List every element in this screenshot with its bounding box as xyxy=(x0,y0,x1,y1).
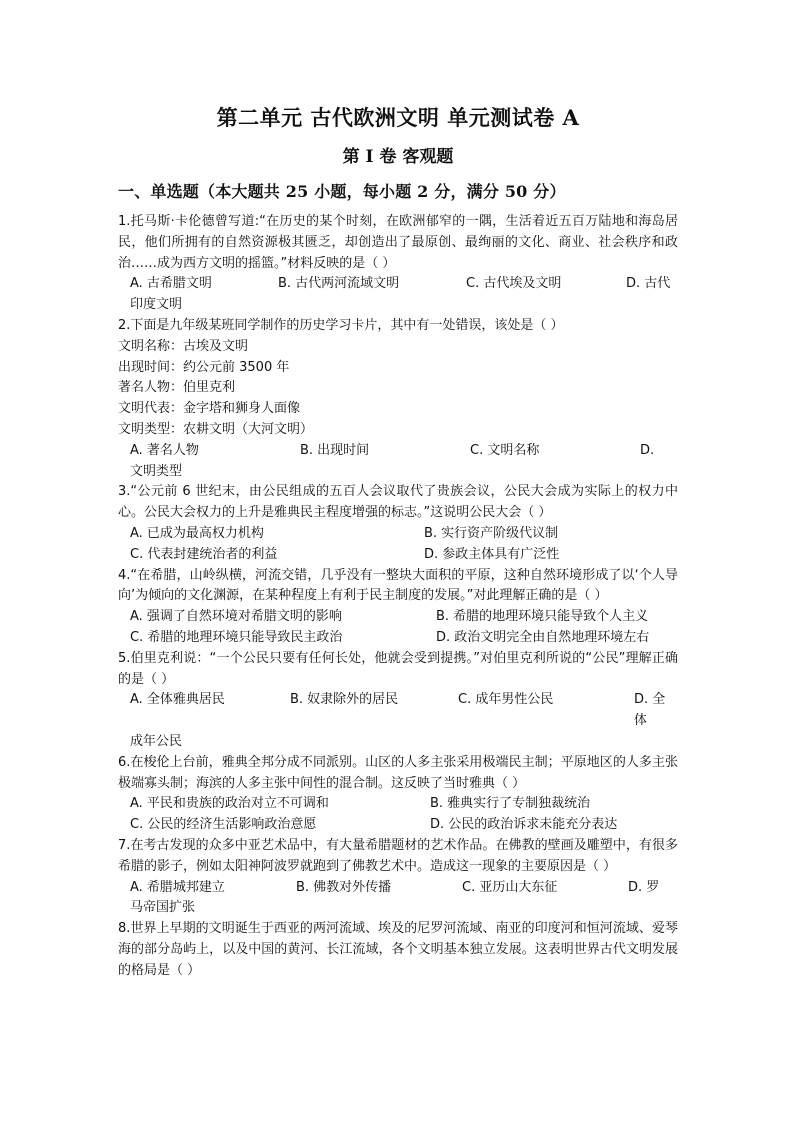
question-stem: 5.伯里克利说：“一个公民只要有任何长处，他就会受到提携。”对伯里克利所说的“公民”理解正确的是（ ） xyxy=(118,650,678,687)
option-c: C. 亚历山大东征 xyxy=(462,879,558,895)
question-3 xyxy=(118,482,678,565)
option-b: B. 奴隶除外的居民 xyxy=(290,692,399,708)
option-c: C. 希腊的地理环境只能导致民主政治 xyxy=(130,629,343,645)
option-d-continued: 马帝国扩张 xyxy=(130,900,196,916)
card-line: 文明类型：农耕文明（大河文明） xyxy=(118,421,314,437)
option-d: D. xyxy=(640,442,655,458)
options-row-2 xyxy=(118,545,678,566)
question-stem: 6.在梭伦上台前，雅典全邦分成不同派别。山区的人多主张采用极端民主制；平原地区的人多主张极端寡头制；海滨的人多主张中间性的混合制。这反映了当时雅典（ ） xyxy=(118,754,678,791)
section-heading: 一、单选题（本大题共 25 小题，每小题 2 分，满分 50 分） xyxy=(118,182,566,201)
question-stem: 7.在考古发现的众多中亚艺术品中，有大量希腊题材的艺术作品。在佛教的壁画及雕塑中，有很多希腊的影子，例如太阳神阿波罗就跑到了佛教艺术中。造成这一现象的主要原因是（ ） xyxy=(118,837,678,874)
question-stem: 1.托马斯·卡伦德曾写道:“在历史的某个时刻，在欧洲郁窄的一隅，生活着近五百万陆地和海岛居民，他们所拥有的自然资源极其匮乏，却创造出了最原创、最绚丽的文化、商业、社会秩序和政治……成为西方文明的摇篮。”材料反映的是（ ） xyxy=(118,214,678,271)
card-line: 文明名称：古埃及文明 xyxy=(118,338,249,354)
option-a: A. 古希腊文明 xyxy=(130,276,212,292)
options-row-2 xyxy=(118,628,678,649)
exam-title: 第二单元 古代欧洲文明 单元测试卷 A xyxy=(216,105,580,130)
options xyxy=(118,274,678,295)
option-a: A. 希腊城邦建立 xyxy=(130,879,225,895)
option-c: C. 文明名称 xyxy=(470,442,540,458)
option-b: B. 希腊的地理环境只能导致个人主义 xyxy=(436,609,649,625)
option-a: A. 著名人物 xyxy=(130,442,199,458)
question-2 xyxy=(118,316,678,482)
option-c: C. 代表封建统治者的利益 xyxy=(130,546,278,562)
option-d: D. 参政主体具有广泛性 xyxy=(424,546,560,562)
question-6 xyxy=(118,753,678,836)
option-b: B. 佛教对外传播 xyxy=(296,879,392,895)
option-a: A. 全体雅典居民 xyxy=(130,692,225,708)
option-b: B. 古代两河流域文明 xyxy=(278,276,400,292)
option-c: C. 成年男性公民 xyxy=(458,692,554,708)
option-a: A. 平民和贵族的政治对立不可调和 xyxy=(130,796,329,812)
question-stem: 4.“在希腊，山岭纵横，河流交错，几乎没有一整块大面积的平原，这种自然环境形成了以‘个人导向’为倾向的文化渊源，在某种程度上有利于民主制度的发展。”对此理解正确的是（ ） xyxy=(118,567,678,604)
option-d: D. 罗 xyxy=(628,879,660,895)
option-c: C. 公民的经济生活影响政治意愿 xyxy=(130,817,317,833)
question-stem: 2.下面是九年级某班同学制作的历史学习卡片，其中有一处错误，该处是（ ） xyxy=(118,317,564,333)
card-line: 著名人物：伯里克利 xyxy=(118,380,236,396)
exam-page xyxy=(118,100,678,981)
options-row-1 xyxy=(118,794,678,815)
options-row-1 xyxy=(118,607,678,628)
options xyxy=(118,878,678,899)
option-d: D. 全体 xyxy=(634,692,666,729)
question-4 xyxy=(118,566,678,649)
options-row-2 xyxy=(118,815,678,836)
option-a: A. 强调了自然环境对希腊文明的影响 xyxy=(130,609,342,625)
option-d: D. 古代 xyxy=(626,276,671,292)
question-1 xyxy=(118,212,678,316)
question-7 xyxy=(118,836,678,919)
question-stem: 3.“公元前 6 世纪末，由公民组成的五百人会议取代了贵族会议，公民大会成为实际上的权力中心。公民大会权力的上升是雅典民主程度增强的标志。”这说明公民大会（ ） xyxy=(118,484,678,521)
question-8 xyxy=(118,919,678,981)
option-d-continued: 印度文明 xyxy=(130,297,183,313)
option-c: C. 古代埃及文明 xyxy=(466,276,562,292)
options xyxy=(118,690,678,732)
option-a: A. 已成为最高权力机构 xyxy=(130,525,264,541)
options-row-1 xyxy=(118,524,678,545)
option-d: D. 政治文明完全由自然地理环境左右 xyxy=(436,629,650,645)
option-d-continued: 成年公民 xyxy=(130,733,183,749)
option-b: B. 实行资产阶级代议制 xyxy=(424,525,559,541)
card-line: 出现时间：约公元前 3500 年 xyxy=(118,359,290,375)
question-stem: 8.世界上早期的文明诞生于西亚的两河流域、埃及的尼罗河流域、南亚的印度河和恒河流域、爱琴海的部分岛屿上，以及中国的黄河、长江流域，各个文明基本独立发展。这表明世界古代文明发展的格局是（ ） xyxy=(118,921,678,978)
options xyxy=(118,441,678,462)
option-d: D. 公民的政治诉求未能充分表达 xyxy=(430,817,618,833)
volume-subtitle: 第 I 卷 客观题 xyxy=(342,147,454,167)
card-line: 文明代表：金字塔和狮身人面像 xyxy=(118,401,301,417)
option-b: B. 雅典实行了专制独裁统治 xyxy=(430,796,591,812)
option-d-continued: 文明类型 xyxy=(130,463,183,479)
question-5 xyxy=(118,649,678,753)
option-b: B. 出现时间 xyxy=(300,442,370,458)
